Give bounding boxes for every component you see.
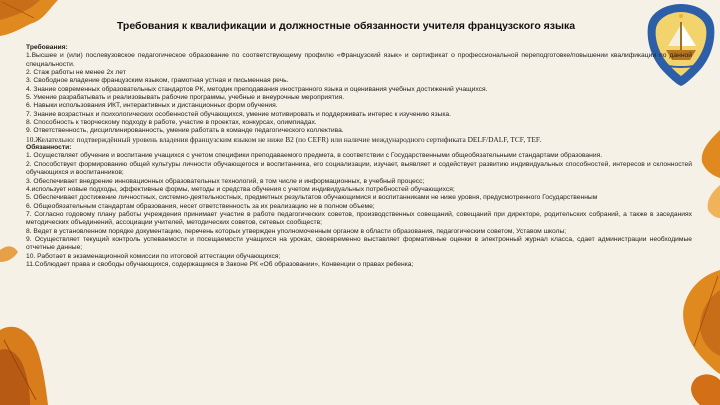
requirement-item: 8. Способность к творческому подходу в работе, участие в проектах, конкурсах, олимпиадах. bbox=[26, 119, 317, 127]
requirement-item: 2. Стаж работы не менее 2х лет bbox=[26, 69, 126, 77]
duty-item: 1. Осуществляет обучение и воспитание учащихся с учетом специфики преподаваемого предмета, в соответствии с Государственными общеобязательными стандартами образования. bbox=[26, 152, 603, 160]
requirement-item: 5. Умение разрабатывать и реализовывать рабочие программы, учебные и внеурочные мероприятия. bbox=[26, 94, 345, 102]
duty-item: 2. Способствует формированию общей культуры личности обучающегося и воспитанника, его социализации, изучает, выявляет и содействует развитию индивидуальных способностей, интересов и склонностей обучающихся и воспитанников; bbox=[26, 160, 692, 177]
duty-item: 11.Соблюдает права и свободы обучающихся, содержащиеся в Законе РК «Об образовании», Конвенции о правах ребенка; bbox=[26, 260, 414, 268]
duty-item: 9. Осуществляет текущий контроль успеваемости и посещаемости учащихся на уроках, своевременно выставляет формативные оценки в электронный журнал класса, сдает администрации необходимые отчетные данные; bbox=[26, 235, 692, 252]
duty-item: 4.использует новые подходы, эффективные формы, методы и средства обучения с учетом индивидуальных потребностей обучающихся; bbox=[26, 185, 455, 193]
page-title: Требования к квалификации и должностные обязанности учителя французского языка bbox=[116, 20, 576, 32]
document-body bbox=[26, 44, 692, 269]
requirements-heading: Требования: bbox=[26, 44, 68, 51]
requirement-item: 10.Желательно: подтверждённый уровень владения французским языком не ниже B2 (по CEFR) или наличие международного сертификата DELF/DALF, TCF, TEF. bbox=[26, 134, 542, 144]
requirement-item: 9. Ответственность, дисциплинированность, умение работать в команде педагогического коллектива. bbox=[26, 127, 344, 135]
requirement-item: 4. Знание современных образовательных стандартов РК, методик преподавания иностранного языка и оценивания учебных достижений учащихся. bbox=[26, 85, 488, 93]
duty-item: 5. Обеспечивает достижение личностных, системно-деятельностных, предметных результатов обучающимися и воспитанниками не ниже уровня, предусмотренного Государственным bbox=[26, 194, 598, 202]
duty-item: 10. Работает в экзаменационной комиссии по итоговой аттестации обучающихся; bbox=[26, 252, 281, 260]
duty-item: 8. Ведет в установленном порядке документацию, перечень которых утвержден уполномоченным органом в области образования, педагогическим советом, Уставом школы; bbox=[26, 227, 567, 235]
requirement-item: 3. Свободное владение французским языком, грамотная устная и письменная речь. bbox=[26, 77, 289, 85]
autumn-leaf-icon bbox=[702, 130, 720, 218]
duty-item: 6. Общеобязательным стандартам образования, несет ответственность за их реализацию не в полном объеме; bbox=[26, 202, 375, 210]
duty-item: 3. Обеспечивает внедрение инновационных образовательных технологий, в том числе и информационных, в учебный процесс; bbox=[26, 177, 425, 185]
duties-heading: Обязанности: bbox=[26, 144, 72, 152]
autumn-leaf-icon bbox=[683, 270, 720, 374]
autumn-leaf-icon bbox=[0, 327, 48, 405]
requirement-item: 7. Знание возрастных и психологических особенностей обучающихся, умение мотивировать и поддерживать интерес к изучению языка. bbox=[26, 110, 451, 118]
requirement-item: 1.Высшее и (или) послевузовское педагогическое образование по соответствующему профилю «Французский язык» и сертификат о профессиональной переподготовке/повышении квалификации по данной специальности. bbox=[26, 52, 692, 68]
autumn-leaf-icon bbox=[691, 374, 720, 405]
autumn-leaf-icon bbox=[0, 246, 18, 262]
requirement-item: 6. Навыки использования ИКТ, интерактивных и дистанционных форм обучения. bbox=[26, 102, 278, 110]
duty-item: 7. Согласно годовому плану работы учреждения принимает участие в работе педагогических советов, производственных совещаний, совещаний при директоре, родительских собраний, а также в заседаниях методических объединений, ассоциации учителей, методических советов, сетевых сообществ; bbox=[26, 210, 692, 227]
autumn-leaf-icon bbox=[0, 0, 58, 36]
